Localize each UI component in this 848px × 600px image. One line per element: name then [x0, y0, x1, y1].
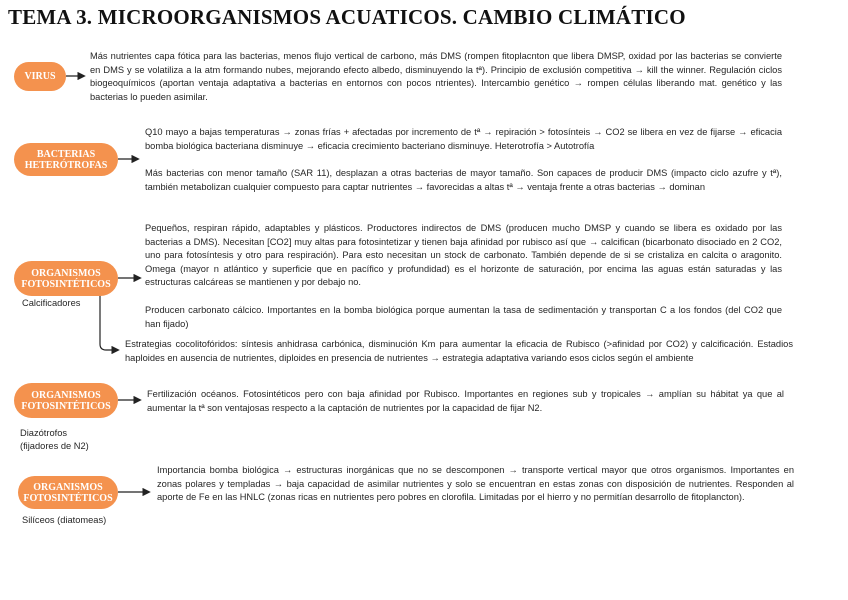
page-title: TEMA 3. MICROORGANISMOS ACUATICOS. CAMBIO CLIMÁTICO [8, 5, 686, 29]
calcificadores-sublabel: Calcificadores [22, 298, 81, 308]
diazotrofos-text: Fertilización océanos. Fotosintéticos pero con baja afinidad por Rubisco. Importantes en regiones sub y tropicales → amplían su hábitat ya que al aumentar la tª son ventajosas respecto a la captación de nutrientes por la capacidad de fijar N2. [147, 389, 784, 413]
virus-label: VIRUS [14, 62, 66, 91]
silicicos-sublabel: Silíceos (diatomeas) [22, 515, 107, 525]
calcificadores-text-2: Producen carbonato cálcico. Importantes en la bomba biológica porque aumentan la tasa de sedimentación y transportan C a los fondos (del CO2 que han fijado) [145, 305, 782, 329]
calcificadores-text-3: Estrategias cocolitofóridos: síntesis anhidrasa carbónica, disminución Km para aumentar la eficacia de Rubisco (>afinidad por CO2) y calcificación. Estadios haploides en ausencia de nutrientes, diploides en presencia de nutrientes → estrategia adaptativa variando esos ciclos según el ambiente [125, 339, 793, 363]
calcificadores-label: ORGANISMOS FOTOSINTÉTICOS [14, 261, 118, 296]
bacterias-label: BACTERIAS HETERÓTROFAS [14, 143, 118, 176]
bacterias-text-2: Más bacterias con menor tamaño (SAR 11), desplazan a otras bacterias de mayor tamaño. Son capaces de producir DMS (impacto ciclo azufre y tª), también metabolizan cualquier compuesto para captar nutrientes → favorecidas a altas tª → ventaja frente a otras bacterias → dominan [145, 168, 782, 192]
diazotrofos-label: ORGANISMOS FOTOSINTÉTICOS [14, 383, 118, 418]
calcificadores-text-1: Pequeños, respiran rápido, adaptables y plásticos. Productores indirectos de DMS (producen mucho DMSP y cuando se libera es oxidado por las bacterias a DMS). Necesitan [CO2] muy altas para fotosintetizar y tienen baja afinidad por rubisco así que → calcifican (bicarbonato disociado en 2 CO2, uno para fotosíntesis y otro para respiración). Para esto necesitan un stock de carbonato. También depende de si se cristaliza en calcita o aragonito. Omega (mayor n atlántico y superficie que en pacífico y profundidad) es el horizonte de saturación, por encima las aguas están saturadas y las estructuras calcáreas se mantienen y por debajo no. [145, 223, 782, 287]
diazotrofos-sublabel: Diazótrofos (fijadores de N2) [20, 428, 89, 451]
silicicos-text: Importancia bomba biológica → estructuras inorgánicas que no se descomponen → transporte vertical mayor que otros organismos. Importantes en zonas polares y templadas → baja capacidad de asimilar nutrientes y solo se encuentran en estas zonas con disposición de nutrientes. Responden al aporte de Fe en las HNLC (zonas ricas en nutrientes pero pobres en clorofila. Limitadas por el hierro y no permitían desarrollo de fitoplancton). [157, 465, 794, 502]
silicicos-label: ORGANISMOS FOTOSINTÉTICOS [18, 476, 118, 509]
virus-text: Más nutrientes capa fótica para las bacterias, menos flujo vertical de carbono, más DMS (rompen fitoplacnton que libera DMSP, oxidad por las bacterias se convierte en DMS y se volatiliza a la atm formando nubes, mejorando efecto albedo, disminuyendo la tª). Principio de exclusión competitiva → kill the winner. Regulación ciclos biogeoquímicos (aportan ventaja adaptativa a bacterias en entornos con pocos ntrientes). Intercambio genético → rompen células liberando mat. genético y las bacterias lo pueden asimilar. [90, 51, 782, 102]
bacterias-text-1: Q10 mayo a bajas temperaturas → zonas frías + afectadas por incremento de tª → repiración > fotosínteis → CO2 se libera en vez de fijarse → eficacia bomba biológica bacteriana disminuye → eficacia crecimiento bacteriano disminuye. Heterotrofía > Autotrofía [145, 127, 782, 151]
calcificadores-branch-arrow [100, 296, 118, 350]
